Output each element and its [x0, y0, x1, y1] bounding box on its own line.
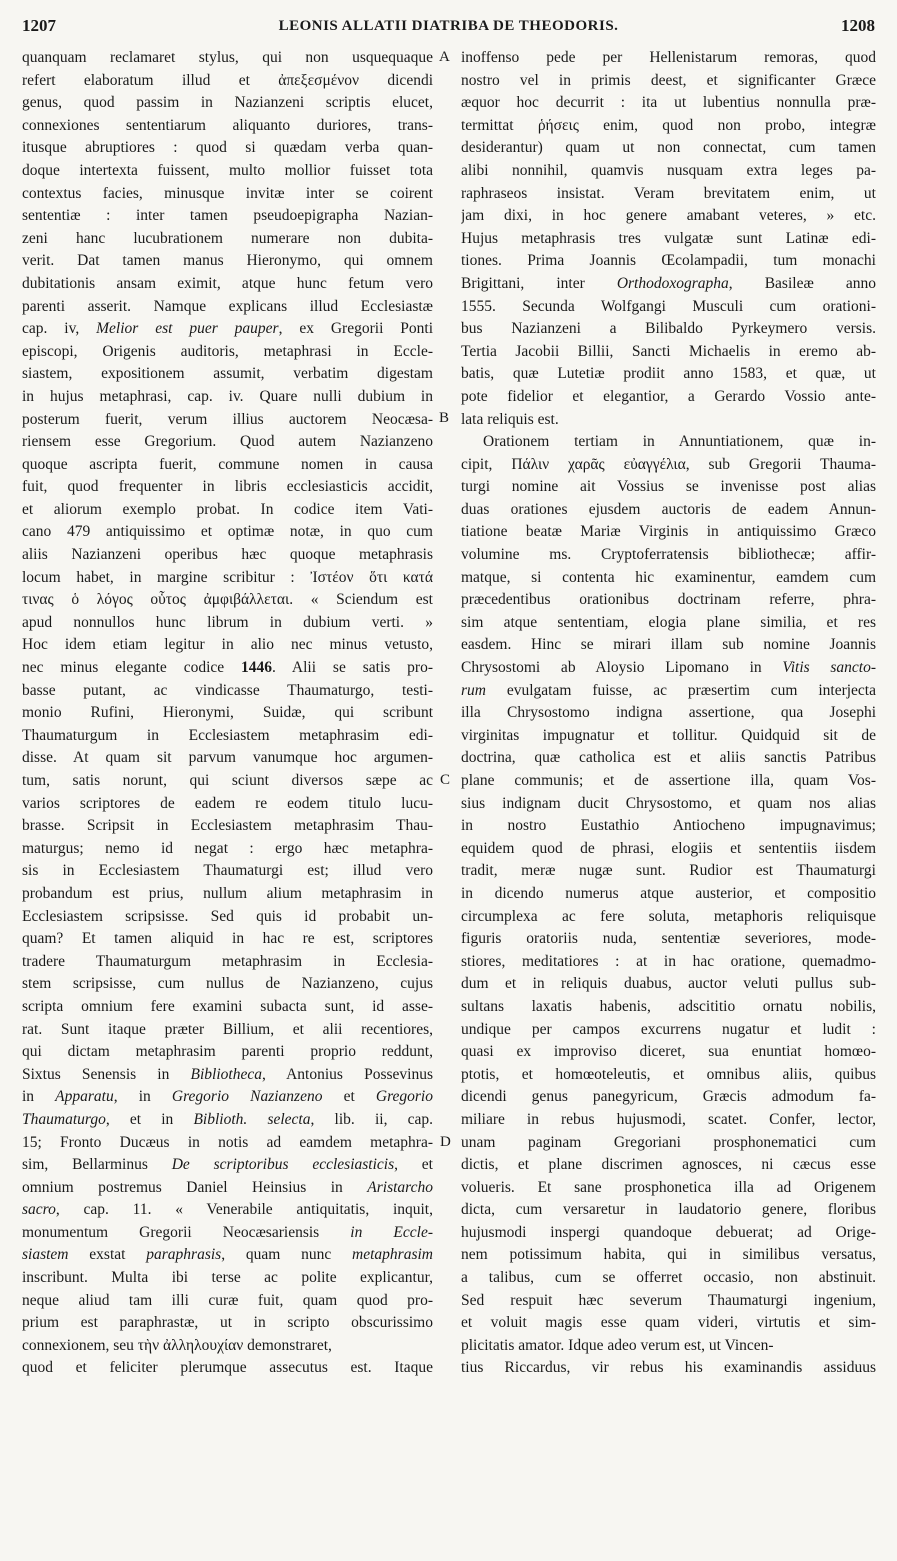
text-run: sultans laxatis habenis, adscititio ornatu nobilis, [461, 997, 876, 1015]
text-run: unam paginam Gregoriani prosphonematici cum [461, 1133, 876, 1151]
text-run: præcedentibus orationibus doctrinam referre, phra- [461, 591, 876, 609]
text-run: Melior est puer pauper [96, 320, 279, 338]
text-run: monumentum Gregorii Neocæsariensis [22, 1223, 351, 1241]
text-line [461, 454, 876, 477]
running-title: LEONIS ALLATII DIATRIBA DE THEODORIS. [278, 18, 619, 34]
text-run: genus, quod passim in Nazianzeni scriptis elucet, [22, 94, 433, 112]
text-line [22, 409, 433, 432]
text-line [461, 1335, 876, 1358]
text-run: sententiæ : inter tamen pseudoepigrapha Nazian- [22, 207, 433, 225]
text-run: jam dixi, in hoc genere amabant veteres, » etc. [461, 207, 876, 225]
text-line [22, 1312, 433, 1335]
text-run: . Alii se satis pro- [272, 659, 433, 677]
text-run: desiderantur) quam ut non connectat, cum tamen [461, 139, 876, 157]
text-run: maturgus; nemo id negat : ergo hæc metaphra- [22, 839, 433, 857]
text-run: Chrysostomi ab Aloysio Lipomano in [461, 659, 783, 677]
text-line [22, 1357, 433, 1380]
text-run: probandum est prius, nullum alium metaphrasim in [22, 884, 433, 902]
text-run: , in [113, 1088, 172, 1106]
text-run: et [322, 1088, 376, 1106]
text-run: aliis Nazianzeni operibus hæc quoque metaphrasis [22, 546, 433, 564]
text-line [461, 1064, 876, 1087]
text-line [22, 680, 433, 703]
text-run: evulgatam fuisse, ac præsertim cum interjecta [485, 681, 876, 699]
left-column [22, 47, 433, 1380]
text-line [22, 860, 433, 883]
text-line [22, 1335, 433, 1358]
text-line [22, 47, 433, 70]
text-line [22, 228, 433, 251]
margin-letter-d: D [440, 1134, 451, 1150]
text-run: Sixtus Senensis in [22, 1065, 191, 1083]
text-run: connexionem, seu τὴν ἀλληλουχίαν demonstraret, [22, 1336, 332, 1354]
text-run: undique per campos excurrens nugatur et ludit : [461, 1020, 876, 1038]
text-line [22, 1199, 433, 1222]
text-line [22, 793, 433, 816]
text-run: a talibus, cum se offerret occasio, non abstinuit. [461, 1269, 876, 1287]
text-run: dubitationis ansam eximit, atque hunc fetum vero [22, 274, 433, 292]
text-line [461, 883, 876, 906]
text-line [461, 951, 876, 974]
text-line [22, 160, 433, 183]
text-line [461, 205, 876, 228]
text-line [22, 770, 433, 793]
text-line [22, 454, 433, 477]
text-run: in nostro Eustathio Antiocheno impugnavimus; [461, 817, 876, 835]
text-run: metaphrasim [352, 1246, 433, 1264]
text-line [461, 860, 876, 883]
text-run: stem scripsisse, cum nullus de Nazianzeno, cujus [22, 975, 433, 993]
text-run: Hoc idem etiam legitur in alio nec minus vetusto, [22, 636, 433, 654]
text-run: in dicendo numerus atque austerior, et compositio [461, 884, 876, 902]
text-run: dictis, et plane discrimen agnosces, ni cæcus esse [461, 1156, 876, 1174]
text-run: doctrina, quæ catholica est et aliis sanctis Patribus [461, 749, 876, 767]
text-line [461, 567, 876, 590]
text-run: nec minus elegante codice [22, 659, 242, 677]
text-run: æquor hoc decurrit : ita ut lubentius nonnulla præ- [461, 94, 876, 112]
text-line [461, 1109, 876, 1132]
text-line [461, 1312, 876, 1335]
text-line [461, 92, 876, 115]
text-run: , Basileæ anno [728, 274, 876, 292]
text-run: , Antonius Possevinus [261, 1065, 433, 1083]
text-line [22, 1154, 433, 1177]
text-run: tius Riccardus, vir rebus his examinandis assiduus [461, 1359, 876, 1377]
text-run: contextus facies, minusque invitæ inter se coirent [22, 184, 433, 202]
text-run: episcopi, Origenis auditoris, metaphrasi in Eccle- [22, 342, 433, 360]
text-run: posterum fuerit, verum illius auctorem Neocæsa- [22, 410, 433, 428]
text-line [461, 725, 876, 748]
text-line [461, 1222, 876, 1245]
text-line [461, 1086, 876, 1109]
text-run: , lib. ii, cap. [310, 1110, 433, 1128]
text-run: hujusmodi inspergi quandoque debuerat; ad Orige- [461, 1223, 876, 1241]
text-line [22, 815, 433, 838]
text-run: Aristarcho [367, 1178, 433, 1196]
text-run: raphraseos insistat. Veram brevitatem enim, ut [461, 184, 876, 202]
text-run: in hujus metaphrasi, cap. iv. Quare nulli dubium in [22, 387, 433, 405]
text-run: cap. iv, [22, 320, 97, 338]
text-line [22, 838, 433, 861]
text-line [461, 657, 876, 680]
text-line [22, 431, 433, 454]
text-run: et voluit magis esse quam videri, virtutis et sim- [461, 1314, 876, 1332]
text-run: brasse. Scripsit in Ecclesiastem metaphrasim Thau- [22, 817, 433, 835]
text-line [22, 567, 433, 590]
text-line [22, 657, 433, 680]
text-line [22, 115, 433, 138]
text-run: tiones. Prima Joannis Œcolampadii, tum monachi [461, 252, 876, 270]
text-run: omnium postremus Daniel Heinsius in [22, 1178, 368, 1196]
text-run: Bibliotheca [190, 1065, 262, 1083]
text-line [22, 1086, 433, 1109]
text-run: Orthodoxographa [616, 274, 729, 292]
text-run: fuit, quod frequenter in libris ecclesiasticis accidit, [22, 478, 433, 496]
text-run: dum et in reliquis duabus, auctor veluti pullus sub- [461, 975, 876, 993]
text-run: equidem quod de phrasi, elogiis et sententiis iisdem [461, 839, 876, 857]
text-run: quam? Et tamen aliquid in hac re est, scriptores [22, 930, 433, 948]
text-line [461, 250, 876, 273]
margin-letter-a: A [439, 49, 450, 65]
text-line [22, 996, 433, 1019]
text-run: exstat [68, 1246, 147, 1264]
text-run: dicta, cum versaretur in laudatorio genere, floribus [461, 1201, 876, 1219]
text-line [461, 747, 876, 770]
text-run: Brigittani, inter [461, 274, 617, 292]
text-run: qui dictam metaphrasim parenti proprio reddunt, [22, 1043, 433, 1061]
text-line [22, 747, 433, 770]
text-line [22, 612, 433, 635]
text-run: quod et feliciter plerumque assecutus est. Itaque [22, 1359, 433, 1377]
text-line [22, 363, 433, 386]
text-run: neque aliud tam illi curæ fuit, quam quod pro- [22, 1291, 433, 1309]
text-line [22, 725, 433, 748]
text-line [461, 47, 876, 70]
text-line [461, 770, 876, 793]
text-run: , et in [105, 1110, 194, 1128]
text-run: riensem esse Gregorium. Quod autem Nazianzeno [22, 433, 433, 451]
text-run: circumplexa ac fere soluta, metaphoris reliquisque [461, 907, 876, 925]
text-line [461, 363, 876, 386]
text-line [22, 1064, 433, 1087]
text-line [22, 1041, 433, 1064]
text-line [22, 883, 433, 906]
text-line [22, 318, 433, 341]
text-line [22, 1019, 433, 1042]
text-line [461, 928, 876, 951]
text-run: inoffenso pede per Hellenistarum remoras, quod [461, 49, 876, 66]
text-run: Biblioth. selecta [193, 1110, 311, 1128]
text-run: cipit, Πάλιν χαρᾶς εὐαγγέλια, sub Gregorii Thauma- [461, 455, 876, 473]
text-line [22, 205, 433, 228]
text-line [22, 521, 433, 544]
text-line [22, 951, 433, 974]
text-run: nem potissimum habita, qui in similibus versatus, [461, 1246, 876, 1264]
text-line [22, 137, 433, 160]
text-run: tradit, meræ nugæ sunt. Rudior est Thaumaturgi [461, 862, 876, 880]
text-line [22, 589, 433, 612]
text-run: tradere Thaumaturgum metaphrasim in Ecclesia- [22, 952, 433, 970]
text-run: disse. At quam sit parvum vanumque hoc argumen- [22, 749, 433, 767]
text-run: 1446 [241, 659, 273, 677]
text-line [22, 250, 433, 273]
text-line [461, 341, 876, 364]
text-line [461, 431, 876, 454]
text-run: easdem. Hinc se mirari illam sub nomine Joannis [461, 636, 876, 654]
text-run: itusque abruptiores : quod si quædam verba quan- [22, 139, 433, 157]
text-run: illa Chrysostomo indigna assertione, qua Josephi [461, 704, 876, 722]
text-line [461, 115, 876, 138]
text-line [22, 296, 433, 319]
text-run: , et [394, 1156, 433, 1174]
text-line [22, 1132, 433, 1155]
text-line [461, 273, 876, 296]
text-run: varios scriptores de eadem re eodem titulo lucu- [22, 794, 433, 812]
text-run: ptotis, et homœoteleutis, et omnibus aliis, quibus [461, 1065, 876, 1083]
text-run: Thaumaturgum in Ecclesiastem metaphrasim edi- [22, 726, 433, 744]
text-run: plicitatis amator. Idque adeo verum est, ut Vincen- [461, 1336, 774, 1354]
text-run: 1555. Secunda Wolfgangi Musculi cum orationi- [461, 297, 876, 315]
text-line [461, 634, 876, 657]
text-line [461, 386, 876, 409]
text-run: De scriptoribus ecclesiasticis [171, 1156, 395, 1174]
text-line [461, 521, 876, 544]
text-run: sis in Ecclesiastem Thaumaturgi est; illud vero [22, 862, 433, 880]
text-line [22, 634, 433, 657]
text-run: Gregorio Nazianzeno [171, 1088, 323, 1106]
text-line [461, 612, 876, 635]
text-run: basse putant, ac vindicasse Thaumaturgo, testi- [22, 681, 433, 699]
text-line [22, 702, 433, 725]
text-run: cano 479 antiquissimo et optimæ notæ, in quo cum [22, 523, 433, 541]
text-run: Orationem tertiam in Annuntiationem, quæ in- [483, 433, 876, 451]
text-line [22, 499, 433, 522]
text-run: Gregorio [375, 1088, 433, 1106]
text-run: volumine ms. Cryptoferratensis bibliothecæ; affir- [461, 546, 876, 564]
text-line [461, 1357, 876, 1380]
text-run: locum habet, in margine scribitur : Ἰστέον ὅτι κατά [22, 568, 433, 586]
text-run: monio Rufini, Hieronymi, Suidæ, qui scribunt [22, 704, 433, 722]
text-run: duas orationes ejusdem auctoris de eadem Annun- [461, 500, 876, 518]
text-line [461, 793, 876, 816]
text-line [461, 1019, 876, 1042]
text-run: Apparatu [55, 1088, 114, 1106]
text-line [461, 996, 876, 1019]
text-run: et aliorum exemplo probat. In codice item Vati- [22, 500, 433, 518]
text-line [461, 1244, 876, 1267]
text-line [461, 589, 876, 612]
page-number-left: 1207 [22, 16, 56, 35]
text-run: plane communis; et de assertione illa, quam Vos- [461, 772, 876, 789]
text-run: τινας ὁ λόγος οὗτος ἀμφιβάλλεται. « Sciendum est [22, 591, 433, 609]
text-line [461, 409, 876, 432]
text-line [461, 973, 876, 996]
text-run: prium est paraphrastæ, ut in scripto obscurissimo [22, 1314, 433, 1332]
text-line [461, 906, 876, 929]
text-line [22, 1177, 433, 1200]
text-line [461, 815, 876, 838]
text-run: , cap. 11. « Venerabile antiquitatis, inquit, [55, 1201, 433, 1219]
text-line [22, 1222, 433, 1245]
text-run: batis, quæ Lutetiæ prodiit anno 1583, et quæ, ut [461, 365, 876, 383]
text-line [461, 70, 876, 93]
text-line [22, 92, 433, 115]
text-line [22, 476, 433, 499]
text-run: Vitis sancto- [782, 659, 876, 677]
text-run: parenti asserit. Namque explicans illud Ecclesiastæ [22, 297, 433, 315]
text-line [22, 341, 433, 364]
text-run: Sed respuit hæc severum Thaumaturgi ingenium, [461, 1291, 876, 1309]
text-run: rat. Sunt itaque præter Billium, et alii recentiores, [22, 1020, 433, 1038]
text-line [461, 476, 876, 499]
text-line [461, 1132, 876, 1155]
text-line [22, 1267, 433, 1290]
text-run: in Eccle- [350, 1223, 433, 1241]
text-line [461, 160, 876, 183]
text-run: quanquam reclamaret stylus, qui non usquequaque [22, 49, 433, 66]
text-line [461, 137, 876, 160]
text-run: refert elaboratum illud et ἀπεξεσμένον dicendi [22, 71, 433, 89]
margin-letter-b: B [439, 410, 450, 426]
text-run: pote fidelior et elegantior, a Gerardo Vossio ante- [461, 387, 876, 405]
text-run: virginitas impugnatur et tollitur. Quidquid sit de [461, 726, 876, 744]
text-run: , ex Gregorii Ponti [278, 320, 433, 338]
text-line [22, 386, 433, 409]
page-number-right: 1208 [841, 16, 875, 35]
text-run: in [22, 1088, 56, 1106]
text-run: siastem [22, 1246, 69, 1264]
text-line [461, 499, 876, 522]
text-run: dicendi genus panegyricum, Græcis admodum fa- [461, 1088, 876, 1106]
text-run: tum, satis norunt, qui sciunt diversos sæpe ac [22, 772, 433, 789]
right-column [461, 47, 876, 1380]
text-run: stiores, meditatiores : at in hac oratione, quemadmo- [461, 952, 876, 970]
text-run: tiatione beatæ Mariæ Virginis in antiquissimo Græco [461, 523, 876, 541]
text-run: siastem, expositionem assumit, verbatim digestam [22, 365, 433, 383]
text-run: volueris. Et sane prosphonetica illa ad Origenem [461, 1178, 876, 1196]
text-run: apud nonnullos hunc librum in dubium verti. » [22, 613, 433, 631]
text-line [22, 973, 433, 996]
text-line [461, 1154, 876, 1177]
text-run: sim atque sententiam, elogia plane similia, et res [461, 613, 876, 631]
text-run: scripta omnium fere examini subacta sunt, id asse- [22, 997, 433, 1015]
text-line [22, 544, 433, 567]
text-line [461, 838, 876, 861]
margin-letter-c: C [440, 772, 451, 788]
text-line [461, 296, 876, 319]
text-run: verit. Dat tamen manus Hieronymo, qui omnem [22, 252, 433, 270]
text-line [461, 680, 876, 703]
text-run: turgi nomine ait Vossius se invenisse post alias [461, 478, 876, 496]
text-run: quasi ex improviso diceret, sua enuntiat homœo- [461, 1043, 876, 1061]
text-run: quoque ascripta fuerit, commune nomen in causa [22, 455, 433, 473]
text-line [461, 1267, 876, 1290]
text-run: alibi nonnihil, quamvis nusquam extra leges pa- [461, 161, 876, 179]
text-run: Hujus metaphrasis tres vulgatæ sunt Latinæ edi- [461, 229, 876, 247]
text-line [461, 1290, 876, 1313]
text-line [461, 702, 876, 725]
text-line [461, 1041, 876, 1064]
text-line [461, 544, 876, 567]
text-run: Ecclesiastem scripsisse. Sed quis id probabit un- [22, 907, 433, 925]
text-run: sius indignam ducit Chrysostomo, et quam nos alias [461, 794, 876, 812]
text-run: sacro [22, 1201, 56, 1219]
text-line [461, 183, 876, 206]
text-line [22, 1244, 433, 1267]
running-header [0, 16, 897, 42]
text-line [22, 70, 433, 93]
text-run: connexiones sententiarum aliquanto duriores, trans- [22, 116, 433, 134]
text-run: matque, si contenta hic examinentur, eamdem cum [461, 568, 876, 586]
text-run: termittat ῥήσεις enim, quod non probo, integræ [461, 116, 876, 134]
text-run: figuris oratoriis nuda, sententiæ severiores, mode- [461, 930, 876, 948]
text-run: miliare in rebus hujusmodi, scatet. Confer, lector, [461, 1110, 876, 1128]
text-line [22, 906, 433, 929]
text-run: lata reliquis est. [461, 410, 559, 428]
text-run: , quam nunc [221, 1246, 353, 1264]
text-line [461, 318, 876, 341]
text-line [22, 1290, 433, 1313]
text-run: inscribunt. Multa ibi terse ac polite explicantur, [22, 1269, 433, 1287]
text-run: doque intertexta fuissent, multo mollior fuisset tota [22, 161, 433, 179]
text-run: zeni hanc lucubrationem numerare non dubita- [22, 229, 433, 247]
text-run: rum [461, 681, 486, 699]
text-run: nostro vel in primis deest, et significanter Græce [461, 71, 876, 89]
text-run: 15; Fronto Ducæus in notis ad eamdem metaphra- [22, 1133, 433, 1151]
text-line [22, 183, 433, 206]
text-run: bus Nazianzeni a Bilibaldo Pyrkeymero versis. [461, 320, 876, 338]
text-run: Thaumaturgo [22, 1110, 106, 1128]
text-line [461, 228, 876, 251]
text-line [461, 1199, 876, 1222]
text-line [22, 1109, 433, 1132]
text-line [22, 273, 433, 296]
text-line [461, 1177, 876, 1200]
text-run: sim, Bellarminus [22, 1156, 172, 1174]
text-run: paraphrasis [146, 1246, 222, 1264]
text-line [22, 928, 433, 951]
text-run: Tertia Jacobii Billii, Sancti Michaelis in eremo ab- [461, 342, 876, 360]
